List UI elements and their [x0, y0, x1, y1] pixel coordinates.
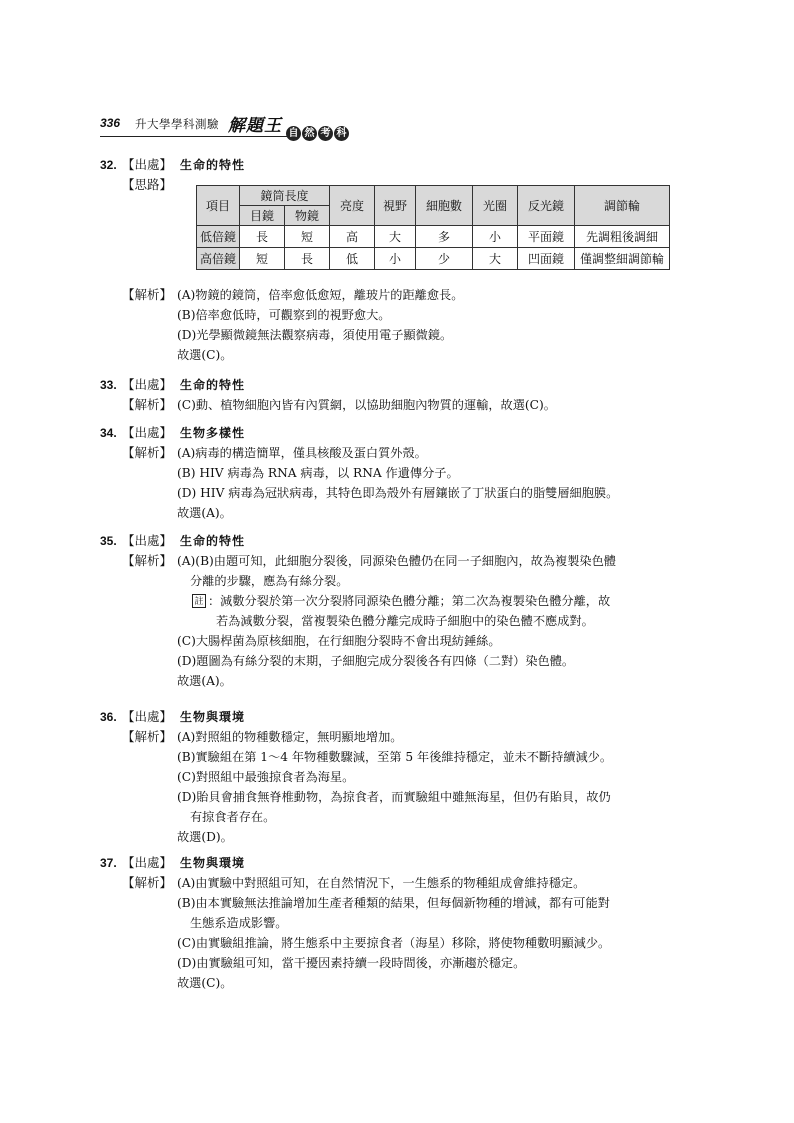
topic: 生物多樣性: [180, 426, 246, 440]
analysis-label: 【解析】: [122, 288, 173, 302]
analysis-line: 有掠食者存在。: [190, 810, 276, 824]
table-header: 調節輪: [575, 186, 670, 226]
brand-title: 解題王: [228, 116, 282, 136]
page-number: 336: [100, 116, 121, 130]
subject-badge: [286, 126, 349, 141]
analysis-line: (C)動、植物細胞內皆有內質網，以協助細胞內物質的運輸，故選(C)。: [177, 398, 556, 412]
source-label: 【出處】: [122, 158, 173, 172]
question-number: 32.: [100, 158, 117, 172]
analysis-line: (A)由實驗中對照組可知，在自然情況下，一生態系的物種組成會維持穩定。: [177, 876, 586, 890]
question-32: [100, 155, 700, 375]
question-34: [100, 423, 700, 531]
microscope-table: [196, 185, 670, 270]
analysis-line: (A)對照組的物種數穩定，無明顯地增加。: [177, 730, 403, 744]
page-header: [100, 112, 345, 142]
question-33: [100, 375, 700, 423]
table-cell: 大: [375, 226, 416, 248]
analysis-line: 故選(C)。: [177, 348, 233, 362]
analysis-line: (D)題圖為有絲分裂的末期，子細胞完成分裂後各有四條（二對）染色體。: [177, 654, 575, 668]
analysis-line: (B)實驗組在第 1～4 年物種數驟減，至第 5 年後維持穩定，並未不斷持續減少。: [177, 750, 613, 764]
table-cell: 多: [416, 226, 473, 248]
topic: 生命的特性: [180, 378, 246, 392]
question-37: [100, 853, 700, 999]
analysis-line: (C)大腸桿菌為原核細胞，在行細胞分裂時不會出現紡錘絲。: [177, 634, 501, 648]
table-cell: 少: [416, 248, 473, 270]
table-header: 視野: [375, 186, 416, 226]
analysis-label: 【解析】: [122, 554, 173, 568]
table-header: 物鏡: [285, 206, 330, 226]
analysis-label: 【解析】: [122, 446, 173, 460]
analysis-line: 故選(C)。: [177, 976, 233, 990]
source-label: 【出處】: [122, 710, 173, 724]
analysis-line: (B)由本實驗無法推論增加生產者種類的結果，但每個新物種的增減，都有可能對: [177, 896, 610, 910]
table-cell: 長: [240, 226, 285, 248]
idea-label: 【思路】: [122, 178, 173, 192]
table-header: 反光鏡: [518, 186, 575, 226]
table-cell: 高: [330, 226, 375, 248]
table-cell: 大: [473, 248, 518, 270]
table-cell: 平面鏡: [518, 226, 575, 248]
answer-content: [100, 155, 700, 999]
analysis-line: (C)由實驗組推論，將生態系中主要掠食者（海星）移除，將使物種數明顯減少。: [177, 936, 611, 950]
source-label: 【出處】: [122, 534, 173, 548]
topic: 生命的特性: [180, 534, 246, 548]
table-cell: 短: [285, 226, 330, 248]
table-cell: 長: [285, 248, 330, 270]
analysis-line: (A)(B)由題可知，此細胞分裂後，同源染色體仍在同一子細胞內，故為複製染色體: [177, 554, 616, 568]
question-36: [100, 707, 700, 853]
badge-char: 自: [286, 126, 301, 141]
source-label: 【出處】: [122, 856, 173, 870]
topic: 生物與環境: [180, 710, 246, 724]
source-label: 【出處】: [122, 378, 173, 392]
table-cell: 高倍鏡: [197, 248, 240, 270]
book-title: 升大學學科測驗: [135, 119, 219, 131]
note-mark: 註: [192, 594, 206, 608]
table-header: 亮度: [330, 186, 375, 226]
question-number: 37.: [100, 856, 117, 870]
question-number: 36.: [100, 710, 117, 724]
table-cell: 凹面鏡: [518, 248, 575, 270]
question-number: 33.: [100, 378, 117, 392]
analysis-line: (C)對照組中最強掠食者為海星。: [177, 770, 355, 784]
badge-char: 考: [318, 126, 333, 141]
analysis-line: (D)貽貝會捕食無脊椎動物，為掠食者，而實驗組中雖無海星，但仍有貽貝，故仍: [177, 790, 611, 804]
table-cell: 小: [473, 226, 518, 248]
table-row: [197, 248, 670, 270]
analysis-label: 【解析】: [122, 730, 173, 744]
table-cell: 先調粗後調細: [575, 226, 670, 248]
table-row: [197, 226, 670, 248]
analysis-line: (A)物鏡的鏡筒，倍率愈低愈短，離玻片的距離愈長。: [177, 288, 464, 302]
table-cell: 僅調整細調節輪: [575, 248, 670, 270]
header-rule: [100, 136, 300, 137]
analysis-line: 分離的步驟，應為有絲分裂。: [190, 574, 349, 588]
analysis-line: (B)倍率愈低時，可觀察到的視野愈大。: [177, 308, 391, 322]
question-number: 35.: [100, 534, 117, 548]
question-35: [100, 531, 700, 707]
table-cell: 低: [330, 248, 375, 270]
analysis-line: 生態系造成影響。: [190, 916, 288, 930]
table-header: 細胞數: [416, 186, 473, 226]
analysis-line: (D)由實驗組可知，當干擾因素持續一段時間後，亦漸趨於穩定。: [177, 956, 526, 970]
table-header: 項目: [197, 186, 240, 226]
table-header: 鏡筒長度: [240, 186, 330, 206]
table-cell: 小: [375, 248, 416, 270]
analysis-line: 故選(A)。: [177, 674, 232, 688]
analysis-line: 故選(D)。: [177, 830, 233, 844]
table-header: 目鏡: [240, 206, 285, 226]
table-cell: 低倍鏡: [197, 226, 240, 248]
question-number: 34.: [100, 426, 117, 440]
badge-char: 然: [302, 126, 317, 141]
analysis-line: (D) HIV 病毒為冠狀病毒，其特色即為殼外有層鑲嵌了丁狀蛋白的脂雙層細胞膜。: [177, 486, 619, 500]
note-line: ：減數分裂於第一次分裂將同源染色體分離；第二次為複製染色體分離，故: [208, 594, 611, 608]
analysis-line: 故選(A)。: [177, 506, 232, 520]
table-cell: 短: [240, 248, 285, 270]
analysis-label: 【解析】: [122, 398, 173, 412]
badge-char: 科: [334, 126, 349, 141]
source-label: 【出處】: [122, 426, 173, 440]
topic: 生命的特性: [180, 158, 246, 172]
note-line: 若為減數分裂，當複製染色體分離完成時子細胞中的染色體不應成對。: [216, 614, 594, 628]
analysis-line: (B) HIV 病毒為 RNA 病毒，以 RNA 作遺傳分子。: [177, 466, 459, 480]
topic: 生物與環境: [180, 856, 246, 870]
analysis-line: (A)病毒的構造簡單，僅具核酸及蛋白質外殼。: [177, 446, 427, 460]
table-header: 光圈: [473, 186, 518, 226]
analysis-line: (D)光學顯微鏡無法觀察病毒，須使用電子顯微鏡。: [177, 328, 453, 342]
analysis-label: 【解析】: [122, 876, 173, 890]
